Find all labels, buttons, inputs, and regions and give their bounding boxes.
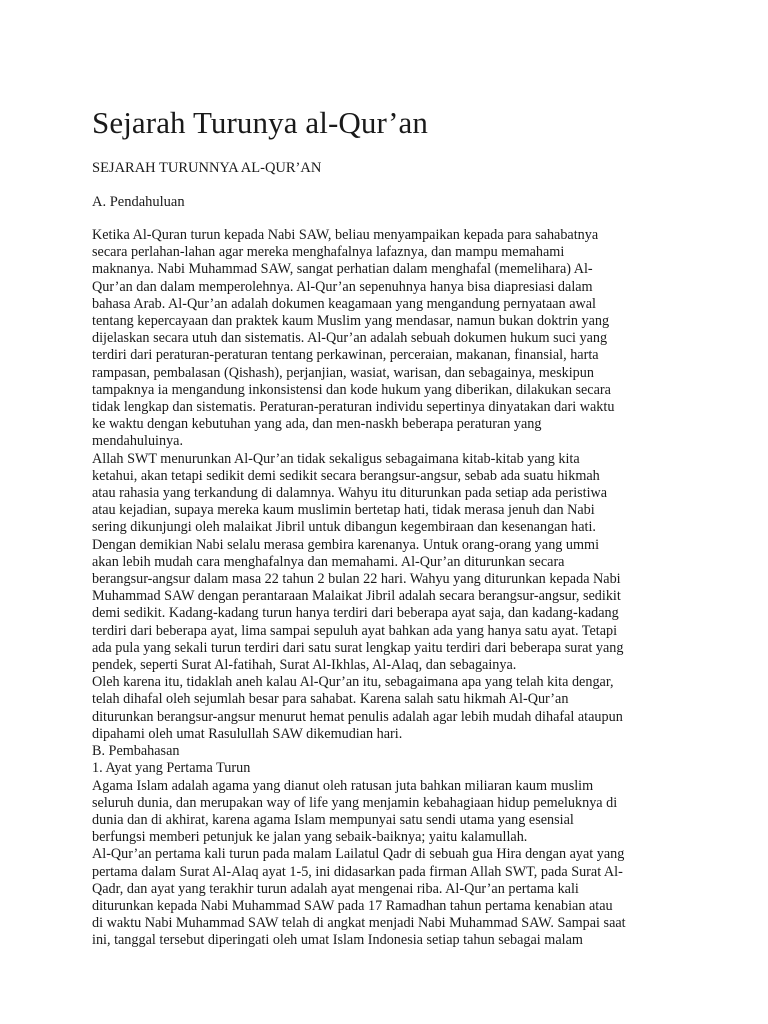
paragraph [92, 451, 682, 675]
text-line: diturunkan kepada Nabi Muhammad SAW pada 17 Ramadhan tahun pertama kenabian atau [92, 897, 613, 914]
paragraph [92, 743, 682, 760]
text-line: Al-Qur’an pertama kali turun pada malam Lailatul Qadr di sebuah gua Hira dengan ayat yang [92, 846, 625, 863]
paragraph [92, 760, 682, 777]
section-heading-a: A. Pendahuluan [92, 194, 185, 210]
text-line: Agama Islam adalah agama yang dianut oleh ratusan juta bahkan miliaran kaum muslim [92, 777, 594, 794]
text-line: B. Pembahasan [92, 743, 180, 760]
document-title: Sejarah Turunya al-Qur’an [92, 105, 428, 140]
text-line: dijelaskan secara utuh dan sistematis. Al-Qur’an adalah sebuah dokumen hukum suci yang [92, 330, 608, 347]
text-line: sering dikunjungi oleh malaikat Jibril untuk dibangun kegembiraan dan kesenangan hati. [92, 519, 596, 536]
text-line: dipahami oleh umat Rasulullah SAW dikemudian hari. [92, 725, 403, 742]
document-page [92, 104, 682, 950]
text-line: secara perlahan-lahan agar mereka menghafalnya lafaznya, dan mampu memahami [92, 244, 565, 261]
text-line: telah dihafal oleh sejumlah besar para sahabat. Karena salah satu hikmah Al-Qur’an [92, 691, 569, 708]
text-line: atau kejadian, supaya mereka kaum muslimin bertetap hati, tidak merasa jenuh dan Nabi [92, 502, 595, 519]
text-line: seluruh dunia, dan merupakan way of life yang menjamin kebahagiaan hidup pemeluknya di [92, 794, 618, 811]
paragraph [92, 846, 682, 949]
paragraph [92, 674, 682, 743]
text-line: ketahui, akan tetapi sedikit demi sedikit secara berangsur-angsur, sebab ada suatu hikmah [92, 467, 600, 484]
document-subtitle: SEJARAH TURUNNYA AL-QUR’AN [92, 160, 322, 176]
text-line: Allah SWT menurunkan Al-Qur’an tidak sekaligus sebagaimana kitab-kitab yang kita [92, 450, 580, 467]
text-line: tampaknya ia mengandung inkonsistensi dan kode hukum yang diberikan, dilakukan secara [92, 381, 611, 398]
text-line: akan lebih mudah cara menghafalnya dan memahami. Al-Qur’an diturunkan secara [92, 553, 565, 570]
text-line: maknanya. Nabi Muhammad SAW, sangat perhatian dalam menghafal (memelihara) Al- [92, 261, 593, 278]
text-line: berangsur-angsur dalam masa 22 tahun 2 bulan 22 hari. Wahyu yang diturunkan kepada Nabi [92, 571, 621, 588]
text-line: di waktu Nabi Muhammad SAW telah di angkat menjadi Nabi Muhammad SAW. Sampai saat [92, 915, 626, 932]
text-line: Oleh karena itu, tidaklah aneh kalau Al-Qur’an itu, sebagaimana apa yang telah kita dengar, [92, 674, 614, 691]
text-line: ada pula yang sekali turun terdiri dari satu surat lengkap yaitu terdiri dari beberapa surat yang [92, 639, 624, 656]
text-line: diturunkan berangsur-angsur menurut hemat penulis adalah agar lebih mudah dihafal ataupun [92, 708, 623, 725]
text-line: dunia dan di akhirat, karena agama Islam mempunyai satu sendi utama yang esensial [92, 811, 574, 828]
text-line: Dengan demikian Nabi selalu merasa gembira karenanya. Untuk orang-orang yang ummi [92, 536, 600, 553]
text-line: Qadr, dan ayat yang terakhir turun adalah ayat mengenai riba. Al-Qur’an pertama kali [92, 880, 579, 897]
text-line: tidak lengkap dan sistematis. Peraturan-peraturan individu sepertinya dinyatakan dari waktu [92, 399, 615, 416]
text-line: terdiri dari peraturan-peraturan tentang perkawinan, perceraian, makanan, finansial, harta [92, 347, 599, 364]
text-line: berfungsi memberi petunjuk ke jalan yang sebaik-baiknya; yaitu kalamullah. [92, 829, 528, 846]
text-line: terdiri dari beberapa ayat, lima sampai sepuluh ayat bahkan ada yang hanya satu ayat. Tetapi [92, 622, 618, 639]
document-body [92, 227, 682, 950]
text-line: mendahuluinya. [92, 433, 184, 450]
text-line: tentang kepercayaan dan praktek kaum Muslim yang mendasar, namun bukan doktrin yang [92, 313, 610, 330]
text-line: bahasa Arab. Al-Qur’an adalah dokumen keagamaan yang mengandung pernyataan awal [92, 295, 596, 312]
text-line: Qur’an dan dalam memperolehnya. Al-Qur’an sepenuhnya hanya bisa diapresiasi dalam [92, 278, 593, 295]
text-line: atau rahasia yang terkandung di dalamnya. Wahyu itu diturunkan pada setiap ada peristiwa [92, 485, 608, 502]
text-line: 1. Ayat yang Pertama Turun [92, 760, 251, 777]
text-line: rampasan, pembalasan (Qishash), perjanjian, wasiat, warisan, dan sebagainya, meskipun [92, 364, 594, 381]
paragraph [92, 227, 682, 451]
text-line: Muhammad SAW dengan perantaraan Malaikat Jibril adalah secara berangsur-angsur, sedikit [92, 588, 621, 605]
paragraph [92, 778, 682, 847]
text-line: pendek, seperti Surat Al-fatihah, Surat Al-Ikhlas, Al-Alaq, dan sebagainya. [92, 657, 517, 674]
text-line: Ketika Al-Quran turun kepada Nabi SAW, beliau menyampaikan kepada para sahabatnya [92, 227, 599, 243]
text-line: ini, tanggal tersebut diperingati oleh umat Islam Indonesia setiap tahun sebagai malam [92, 932, 583, 949]
text-line: pertama dalam Surat Al-Alaq ayat 1-5, ini didasarkan pada firman Allah SWT, pada Surat Al- [92, 863, 623, 880]
text-line: demi sedikit. Kadang-kadang turun hanya terdiri dari beberapa ayat saja, dan kadang-kadang [92, 605, 619, 622]
text-line: ke waktu dengan kebutuhan yang ada, dan men-naskh beberapa peraturan yang [92, 416, 542, 433]
